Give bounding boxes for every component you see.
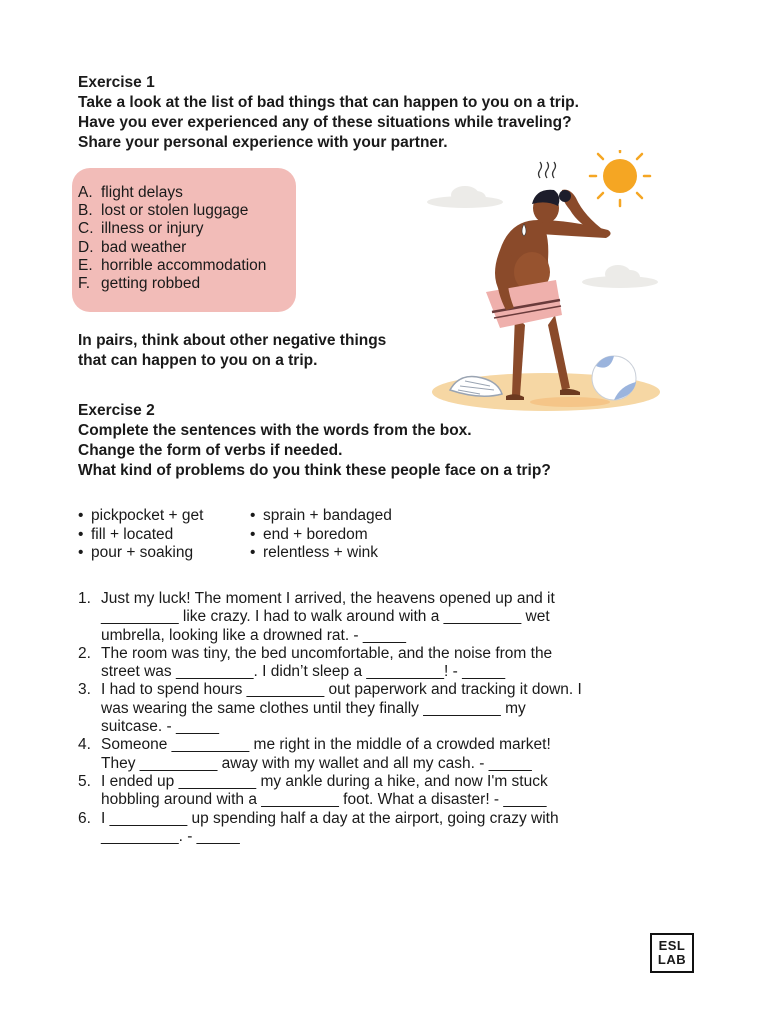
sentence-item bbox=[78, 590, 678, 645]
logo-line: ESL bbox=[658, 938, 686, 953]
sentence-item bbox=[78, 681, 678, 736]
sentence-line: Someone _________ me right in the middle of a crowded market! bbox=[101, 736, 551, 754]
list-item-letter: D. bbox=[78, 238, 94, 256]
sentence-line: hobbling around with a _________ foot. What a disaster! - _____ bbox=[101, 791, 547, 809]
exercise1-title: Exercise 1 bbox=[78, 74, 155, 91]
list-item-text: horrible accommodation bbox=[101, 256, 267, 274]
sentence-text bbox=[101, 681, 678, 736]
exercise2-title: Exercise 2 bbox=[78, 402, 155, 419]
bullet-icon: • bbox=[250, 507, 256, 524]
list-item-text: getting robbed bbox=[101, 275, 201, 293]
sentence-number: 2. bbox=[78, 644, 91, 662]
sentence-item bbox=[78, 736, 678, 773]
word-pair bbox=[78, 544, 203, 563]
list-item bbox=[78, 257, 266, 275]
bullet-icon: • bbox=[250, 544, 256, 561]
pairs-prompt-line: In pairs, think about other negative things bbox=[78, 332, 387, 349]
bad-things-list-box bbox=[72, 168, 296, 312]
word-pair bbox=[250, 507, 392, 526]
list-item bbox=[78, 220, 266, 238]
word-box-column-2 bbox=[250, 507, 392, 563]
list-item-text: flight delays bbox=[101, 184, 183, 201]
cloud-icon bbox=[427, 186, 503, 208]
sentence-line: _________ like crazy. I had to walk around with a _________ wet bbox=[101, 608, 550, 626]
sentence-line: I had to spend hours _________ out paperwork and tracking it down. I bbox=[101, 681, 582, 699]
word-pair-text: pour + soaking bbox=[91, 544, 194, 561]
word-pair bbox=[250, 526, 392, 545]
sentence-line: Just my luck! The moment I arrived, the heavens opened up and it bbox=[101, 590, 555, 607]
word-pair-text: sprain + bandaged bbox=[263, 507, 392, 524]
cloud-icon bbox=[582, 265, 658, 288]
exercise1-instruction: Have you ever experienced any of these situations while traveling? bbox=[78, 114, 572, 131]
list-item-text: illness or injury bbox=[101, 220, 204, 238]
sentence-line: The room was tiny, the bed uncomfortable, and the noise from the bbox=[101, 644, 553, 662]
exercise1-instruction: Share your personal experience with your partner. bbox=[78, 134, 448, 151]
bullet-icon: • bbox=[78, 525, 84, 543]
logo-line: LAB bbox=[657, 952, 687, 967]
sentence-line: I _________ up spending half a day at the airport, going crazy with bbox=[101, 809, 559, 827]
list-item bbox=[78, 239, 266, 257]
sentence-line: was wearing the same clothes until they finally _________ my bbox=[101, 699, 526, 717]
exercise2-instruction: Complete the sentences with the words from the box. bbox=[78, 422, 472, 439]
sentence-line: suitcase. - _____ bbox=[101, 718, 220, 736]
word-pair bbox=[78, 526, 203, 545]
word-pair-text: pickpocket + get bbox=[91, 507, 204, 524]
sentence-line: I ended up _________ my ankle during a hike, and now I'm stuck bbox=[101, 772, 548, 790]
exercise1-instruction: Take a look at the list of bad things that can happen to you on a trip. bbox=[78, 94, 579, 111]
list-item-text: lost or stolen luggage bbox=[101, 202, 249, 220]
word-pair bbox=[78, 507, 203, 526]
sentence-number: 3. bbox=[78, 681, 91, 699]
man-figure bbox=[486, 190, 611, 400]
sun-icon bbox=[590, 150, 650, 206]
heat-waves-icon bbox=[539, 162, 556, 178]
sentence-item bbox=[78, 773, 678, 810]
sentence-text bbox=[101, 810, 678, 847]
bullet-icon: • bbox=[250, 525, 256, 543]
sentence-line: street was _________. I didn’t sleep a _________! - _____ bbox=[101, 663, 506, 681]
list-item-letter: E. bbox=[78, 256, 93, 274]
sentence-item bbox=[78, 810, 678, 847]
list-item-letter: B. bbox=[78, 202, 93, 220]
word-pair-text: fill + located bbox=[91, 525, 174, 543]
exercise1-section bbox=[78, 73, 579, 153]
beach-man-illustration bbox=[420, 150, 670, 412]
beach-ball-icon bbox=[592, 356, 636, 400]
sentence-number: 6. bbox=[78, 809, 91, 827]
pairs-prompt bbox=[78, 331, 386, 371]
sentence-line: They _________ away with my wallet and all my cash. - _____ bbox=[101, 754, 532, 772]
exercise2-section bbox=[78, 401, 551, 481]
sentence-line: umbrella, looking like a drowned rat. - _____ bbox=[101, 626, 407, 644]
list-item bbox=[78, 275, 266, 293]
list-item-letter: C. bbox=[78, 220, 94, 238]
sentence-text bbox=[101, 736, 678, 773]
sentence-item bbox=[78, 645, 678, 682]
bad-things-list bbox=[78, 184, 266, 293]
sentence-text bbox=[101, 590, 678, 645]
sentence-number: 1. bbox=[78, 590, 91, 607]
pairs-prompt-line: that can happen to you on a trip. bbox=[78, 352, 318, 369]
sentence-number: 4. bbox=[78, 736, 91, 754]
list-item-letter: F. bbox=[78, 275, 91, 293]
sentence-text bbox=[101, 645, 678, 682]
list-item bbox=[78, 202, 266, 220]
sentence-text bbox=[101, 773, 678, 810]
list-item-text: bad weather bbox=[101, 238, 187, 256]
sentence-line: _________. - _____ bbox=[101, 827, 240, 845]
sentence-number: 5. bbox=[78, 772, 91, 790]
bullet-icon: • bbox=[78, 507, 84, 524]
word-box-column-1 bbox=[78, 507, 203, 563]
list-item bbox=[78, 184, 266, 202]
esl-lab-logo bbox=[650, 933, 694, 973]
word-pair-text: end + boredom bbox=[263, 525, 368, 543]
word-pair bbox=[250, 544, 392, 563]
word-pair-text: relentless + wink bbox=[263, 544, 379, 561]
sentence-list bbox=[78, 590, 678, 846]
list-item-letter: A. bbox=[78, 184, 93, 201]
exercise2-instruction: Change the form of verbs if needed. bbox=[78, 442, 343, 459]
exercise2-instruction: What kind of problems do you think these people face on a trip? bbox=[78, 462, 551, 479]
bullet-icon: • bbox=[78, 544, 84, 561]
